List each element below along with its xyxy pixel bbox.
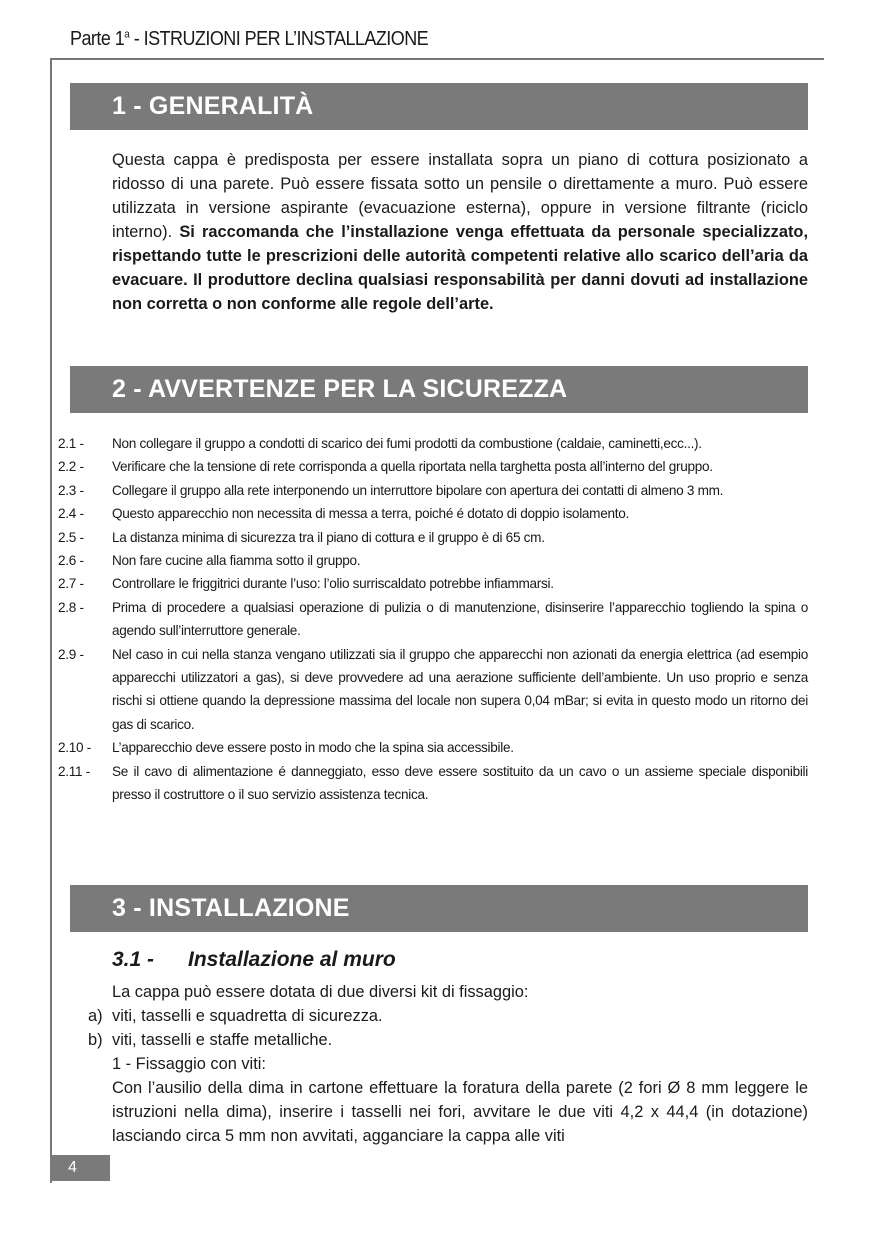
list-item: b) viti, tasselli e staffe metalliche. (88, 1031, 333, 1049)
intro-text: La cappa può essere dotata di due diversi kit di fissaggio: (112, 983, 529, 1001)
list-item (58, 643, 808, 737)
item-text: Nel caso in cui nella stanza vengano utilizzati sia il gruppo che apparecchi non azionati da energia elettrica (ad esempio apparecchi utilizzatori a gas), si deve provvedere ad una aerazione sufficiente dell’ambiente. Un uso proprio e senza rischi si ottiene quando la depressione massima del locale non supera 0,04 mBar; si evita in questo modo un ritorno dei gas di scarico. (112, 646, 808, 732)
installation-text (88, 980, 808, 1148)
item-text: Non fare cucine alla fiamma sotto il gruppo. (112, 553, 361, 569)
item-text: Verificare che la tensione di rete corrisponda a quella riportata nella targhetta posta all’interno del gruppo. (112, 459, 713, 475)
item-number: 2.4 - (58, 506, 84, 522)
item-number: 2.11 - (58, 763, 90, 779)
item-text: Questo apparecchio non necessita di messa a terra, poiché é dotato di doppio isolamento. (112, 506, 629, 522)
item-text: Controllare le friggitrici durante l’uso: l’olio surriscaldato potrebbe infiammarsi. (112, 576, 554, 592)
item-number: 2.2 - (58, 459, 84, 475)
list-item (58, 572, 808, 595)
subsection-heading: 3.1 - Installazione al muro (112, 948, 396, 971)
step-heading: 1 - Fissaggio con viti: (112, 1055, 266, 1073)
page-number: 4 (50, 1155, 110, 1181)
item-number: 2.6 - (58, 553, 84, 569)
step-text: Con l’ausilio della dima in cartone effettuare la foratura della parete (2 fori Ø 8 mm leggere le istruzioni nella dima), inserire i tasselli nei fori, avvitare le due viti 4,2 x 44,4 (in dotazione) lasciando circa 5 mm non avvitati, agganciare la cappa alle viti (112, 1079, 808, 1145)
list-item (58, 502, 808, 525)
list-item: a) viti, tasselli e squadretta di sicurezza. (88, 1007, 383, 1025)
section-3-heading: 3 - INSTALLAZIONE (70, 885, 808, 932)
item-text: L’apparecchio deve essere posto in modo che la spina sia accessibile. (112, 740, 514, 756)
item-text: Prima di procedere a qualsiasi operazione di pulizia o di manutenzione, disinserire l’apparecchio togliendo la spina o agendo sull’interruttore generale. (112, 599, 808, 639)
item-number: 2.9 - (58, 646, 84, 662)
item-number: 2.1 - (58, 436, 84, 451)
list-item (58, 549, 808, 572)
frame-top-rule (50, 58, 824, 60)
list-item (58, 760, 808, 807)
section-2-heading: 2 - AVVERTENZE PER LA SICUREZZA (70, 366, 808, 413)
item-number: 2.5 - (58, 529, 84, 545)
running-header: Parte 1$^a$ - ISTRUZIONI PER L’INSTALLAZIONE (70, 28, 429, 50)
frame-left-rule (50, 58, 52, 1183)
item-text: Se il cavo di alimentazione é danneggiato, esso deve essere sostituito da un cavo o un assieme speciale disponibili presso il costruttore o il suo servizio assistenza tecnica. (112, 763, 808, 803)
list-item (58, 455, 808, 478)
list-item (58, 432, 808, 455)
list-item (58, 596, 808, 643)
section-1-paragraph: Questa cappa è predisposta per essere installata sopra un piano di cottura posizionato a ridosso di una parete. Può essere fissata sotto un pensile o direttamente a muro. Può essere utilizzata in versione aspirante (evacuazione esterna), oppure in versione filtrante (riciclo interno). Si raccomanda che l’installazione venga effettuata da personale specializzato, rispettando tutte le prescrizioni delle autorità competenti relative allo scarico dell’aria da evacuare. Il produttore declina qualsiasi responsabilità per danni dovuti ad installazione non corretta o non conforme alle regole dell’arte. (112, 151, 808, 313)
item-text: La distanza minima di sicurezza tra il piano di cottura e il gruppo è di 65 cm. (112, 529, 545, 545)
item-number: 2.8 - (58, 599, 84, 615)
item-number: 2.7 - (58, 576, 84, 592)
list-item (58, 526, 808, 549)
list-item (58, 736, 808, 759)
item-text: Collegare il gruppo alla rete interponendo un interruttore bipolare con apertura dei contatti di almeno 3 mm. (112, 482, 724, 498)
item-number: 2.10 - (58, 740, 91, 756)
list-item (58, 479, 808, 502)
item-text: Non collegare il gruppo a condotti di scarico dei fumi prodotti da combustione (caldaie, caminetti,ecc...). (112, 436, 702, 451)
section-1-heading: 1 - GENERALITÀ (70, 83, 808, 130)
safety-warnings-list (58, 432, 808, 807)
item-number: 2.3 - (58, 482, 84, 498)
